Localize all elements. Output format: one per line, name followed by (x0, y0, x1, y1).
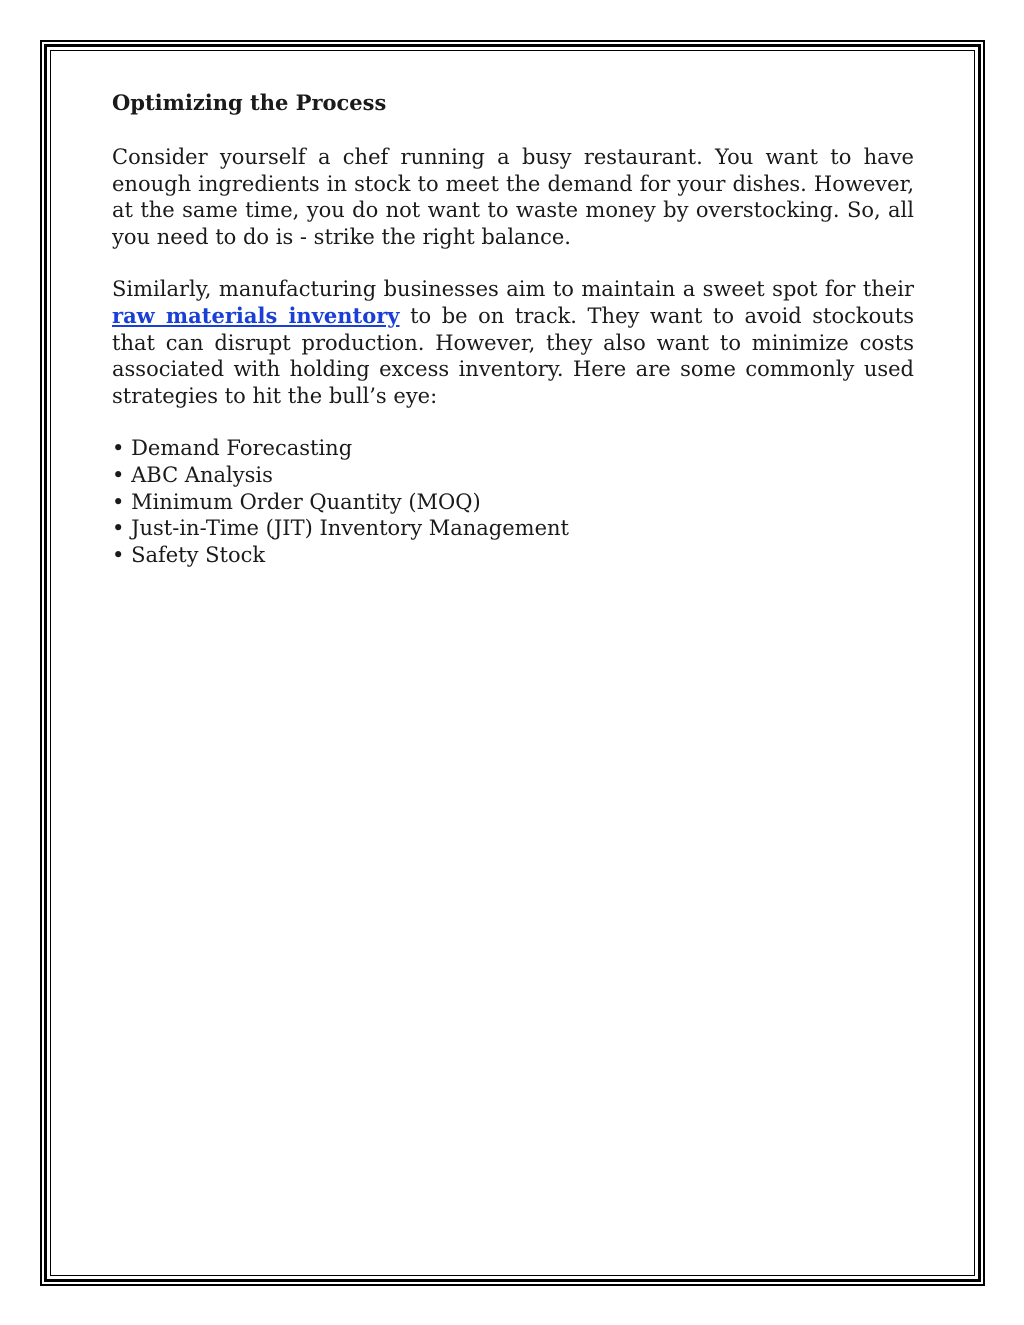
section-heading: Optimizing the Process (112, 90, 387, 115)
bullet-marker: • (112, 489, 125, 514)
document-body (112, 88, 914, 568)
list-item (112, 462, 914, 489)
raw-materials-inventory-link[interactable]: raw materials inventory (112, 302, 400, 328)
list-item (112, 489, 914, 516)
list-item (112, 542, 914, 569)
bullet-marker: • (112, 542, 125, 567)
paragraph-manufacturing-lead: Similarly, manufacturing businesses aim to maintain a sweet spot for their (112, 277, 914, 302)
paragraph-manufacturing-tail: to be on track. They want to avoid stockouts that can disrupt production. However, they also want to minimize costs associated with holding excess inventory. Here are some commonly used strategies to hit the bull’s eye: (112, 303, 915, 408)
list-item-text: Demand Forecasting (131, 436, 353, 461)
bullet-marker: • (112, 516, 125, 541)
bullet-marker: • (112, 436, 125, 461)
bullet-marker: • (112, 462, 125, 487)
strategy-list (112, 435, 914, 568)
list-item (112, 435, 914, 462)
list-item-text: Just-in-Time (JIT) Inventory Management (131, 516, 569, 541)
list-item-text: Minimum Order Quantity (MOQ) (131, 489, 481, 514)
paragraph-manufacturing (112, 276, 914, 409)
list-item-text: Safety Stock (131, 542, 266, 567)
paragraph-chef-analogy: Consider yourself a chef running a busy restaurant. You want to have enough ingredients in stock to meet the demand for your dishes. However, at the same time, you do not want to waste money by overstocking. So, all you need to do is - strike the right balance. (112, 145, 914, 249)
list-item (112, 515, 914, 542)
list-item-text: ABC Analysis (131, 462, 273, 487)
